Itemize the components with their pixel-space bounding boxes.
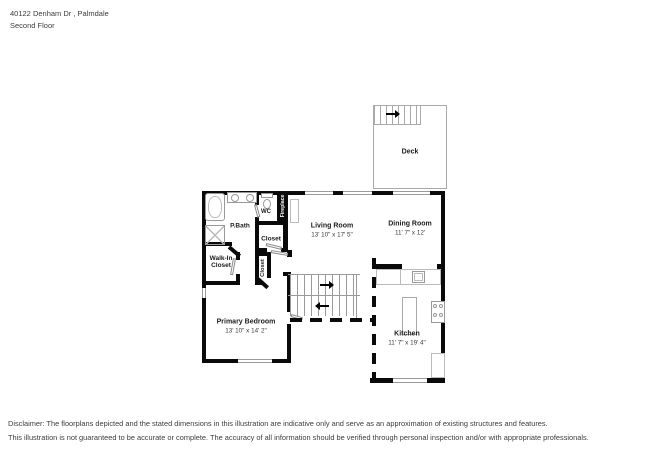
wall: [202, 298, 206, 363]
window: [238, 359, 272, 363]
counter-divider: [400, 269, 401, 285]
wall: [202, 281, 240, 285]
wall: [427, 378, 445, 383]
stove-burner: [433, 313, 437, 317]
wall: [370, 378, 393, 383]
stove-burner: [433, 304, 437, 308]
sink-left: [231, 194, 239, 202]
wc-door: [254, 204, 260, 217]
room-label-living: Living Room: [310, 222, 354, 230]
floor-line: Second Floor: [10, 21, 55, 30]
toilet-tank: [261, 193, 273, 198]
window: [393, 378, 427, 383]
window: [202, 288, 206, 298]
sink-right: [246, 194, 254, 202]
room-dims-living: 13' 10" x 17' 5": [311, 231, 353, 239]
kitchen-counter-lower: [431, 353, 445, 378]
room-label-fireplace: Fireplace: [280, 194, 286, 218]
room-label-closet-bath: Closet: [261, 235, 281, 243]
bathtub-basin: [208, 196, 222, 218]
room-label-deck: Deck: [401, 148, 419, 156]
header: [10, 8, 109, 32]
stair-edge: [356, 274, 357, 318]
stove-burner: [439, 313, 443, 317]
kitchen-island: [402, 297, 417, 335]
disclaimer-line-2: This illustration is not guaranteed to be accurate or complete. The accuracy of all information should be verified through personal inspection and/or with appropriate professionals.: [8, 433, 589, 442]
wall: [372, 191, 393, 195]
disclaimer: [8, 417, 589, 445]
wall: [202, 359, 238, 363]
window: [305, 191, 333, 195]
sliding-door: [393, 191, 430, 195]
room-label-wc: WC: [261, 209, 271, 215]
stove-burner: [439, 304, 443, 308]
kitchen-counter: [376, 269, 441, 285]
fireplace-hearth: [290, 199, 299, 223]
wall: [287, 324, 291, 363]
room-dims-kitchen: 11' 7" x 19' 4": [388, 339, 426, 347]
closet-door: [266, 243, 282, 250]
address-line: 40122 Denham Dr , Palmdale: [10, 9, 109, 18]
room-dims-bedroom: 13' 10" x 14' 2": [225, 327, 267, 335]
stair-down-arrow-left-icon: [320, 305, 329, 307]
kitchen-sink-basin: [414, 273, 423, 281]
wall: [267, 252, 271, 278]
room-label-pbath: P.Bath: [230, 222, 250, 230]
room-label-closet-hall: Closet: [260, 259, 266, 277]
room-label-walkin: Walk-In Closet: [209, 255, 233, 269]
room-label-dining: Dining Room: [388, 220, 432, 228]
room-label-kitchen: Kitchen: [394, 330, 420, 338]
deck-stair-arrow-right-icon: [386, 113, 395, 115]
toilet-bowl: [263, 199, 271, 209]
wall: [255, 281, 262, 285]
wall: [333, 191, 343, 195]
room-dims-dining: 11' 7" x 12': [394, 229, 426, 237]
wall: [283, 221, 288, 251]
wall-dashed: [290, 318, 372, 322]
room-label-bedroom: Primary Bedroom: [216, 318, 276, 326]
disclaimer-line-1: Disclaimer: The floorplans depicted and the stated dimensions in this illustration are indicative only and serve as an approximation of existing structures and features.: [8, 419, 548, 428]
shower: [205, 225, 225, 245]
stair-up-arrow-right-icon: [320, 284, 329, 286]
window: [343, 191, 372, 195]
